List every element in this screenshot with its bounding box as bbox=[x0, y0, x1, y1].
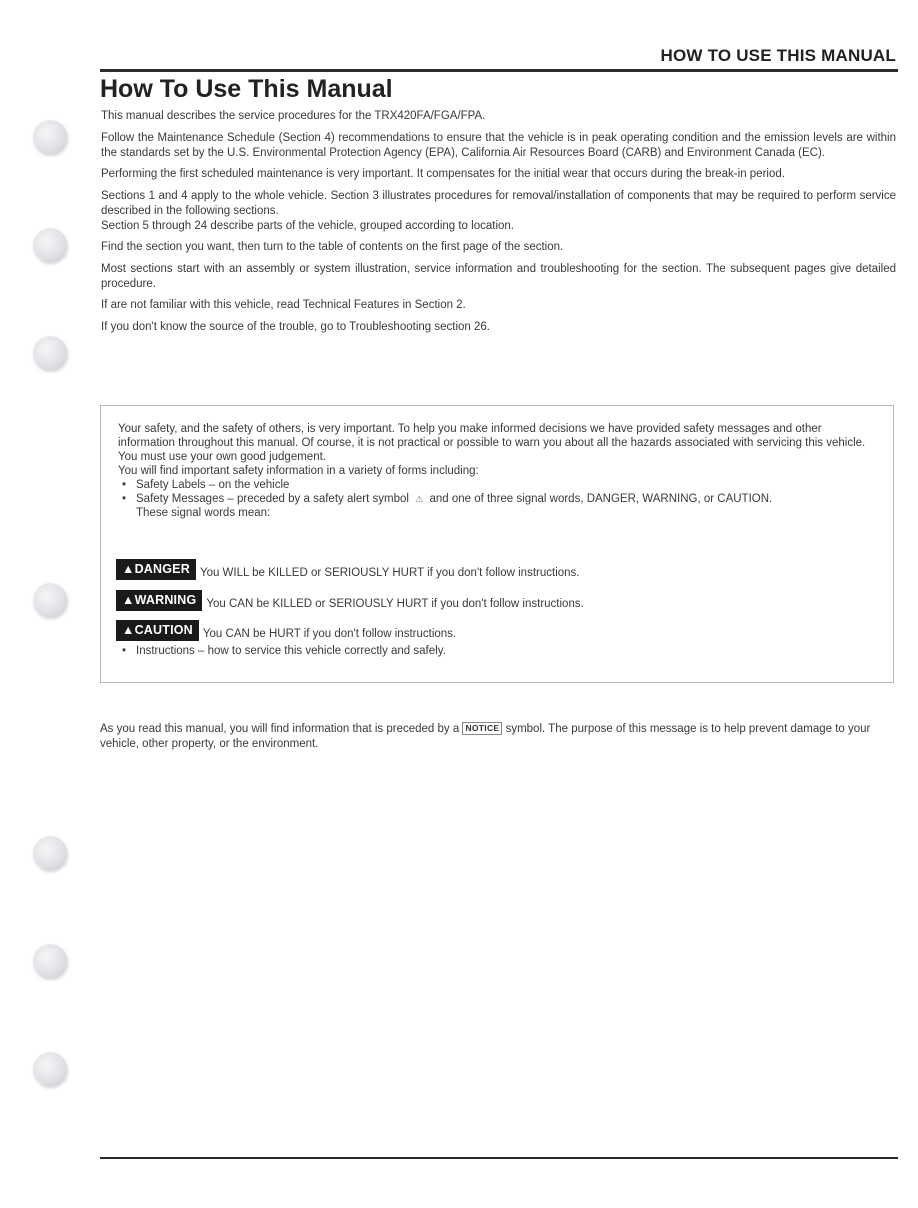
safety-box bbox=[100, 405, 894, 683]
warning-text: You CAN be KILLED or SERIOUSLY HURT if you don't follow instructions. bbox=[206, 598, 584, 610]
binder-hole-1 bbox=[33, 120, 67, 154]
bullet-safety-messages bbox=[118, 492, 878, 520]
notice-text-before: As you read this manual, you will find information that is preceded by a bbox=[100, 723, 460, 735]
safety-messages-text-b: and one of three signal words, DANGER, WARNING, or CAUTION. bbox=[429, 493, 773, 505]
footer-rule bbox=[100, 1157, 898, 1159]
signal-row-caution bbox=[116, 617, 456, 641]
safety-messages-text-c: These signal words mean: bbox=[136, 507, 271, 519]
running-header: HOW TO USE THIS MANUAL bbox=[660, 46, 896, 65]
binder-hole-4 bbox=[33, 583, 67, 617]
paragraph-sections: Sections 1 and 4 apply to the whole vehicle. Section 3 illustrates procedures for removal/installation of components that may be required to perform service described in the following sections. bbox=[101, 189, 896, 217]
paragraph-troubleshooting: If you don't know the source of the trouble, go to Troubleshooting section 26. bbox=[101, 320, 490, 333]
safety-text bbox=[118, 422, 878, 520]
signal-row-danger bbox=[116, 556, 580, 580]
danger-text: You WILL be KILLED or SERIOUSLY HURT if you don't follow instructions. bbox=[199, 567, 580, 579]
caution-badge: ▲CAUTION bbox=[116, 620, 199, 641]
binder-hole-6 bbox=[33, 944, 67, 978]
paragraph-section-structure: Most sections start with an assembly or system illustration, service information and troubleshooting for the section. The subsequent pages give detailed procedure. bbox=[101, 262, 896, 290]
binder-hole-7 bbox=[33, 1052, 67, 1086]
binder-hole-2 bbox=[33, 228, 67, 262]
bullet-safety-labels: • Safety Labels – on the vehicle bbox=[118, 478, 878, 492]
safety-messages-text-a: Safety Messages – preceded by a safety alert symbol bbox=[136, 493, 409, 505]
paragraph-first-maintenance: Performing the first scheduled maintenance is very important. It compensates for the initial wear that occurs during the break-in period. bbox=[101, 168, 785, 180]
warning-badge: ▲WARNING bbox=[116, 590, 202, 611]
page-title: How To Use This Manual bbox=[100, 75, 393, 103]
danger-badge: ▲DANGER bbox=[116, 559, 196, 580]
caution-text: You CAN be HURT if you don't follow instructions. bbox=[202, 628, 457, 640]
paragraph-sections-location: Section 5 through 24 describe parts of the vehicle, grouped according to location. bbox=[101, 219, 514, 232]
notice-paragraph bbox=[100, 722, 880, 752]
safety-alert-icon: ⚠ bbox=[415, 494, 424, 504]
paragraph-intro: This manual describes the service procedures for the TRX420FA/FGA/FPA. bbox=[101, 110, 486, 122]
body-text bbox=[101, 109, 896, 341]
safety-intro: Your safety, and the safety of others, is very important. To help you make informed decisions we have provided safety messages and other information throughout this manual. Of course, it is not practical or possible to warn you about all the hazards associated with servicing this vehicle. bbox=[118, 423, 866, 449]
safety-forms-intro: You will find important safety information in a variety of forms including: bbox=[118, 465, 479, 477]
paragraph-find-section: Find the section you want, then turn to the table of contents on the first page of the section. bbox=[101, 241, 564, 253]
bullet-instructions: • Instructions – how to service this vehicle correctly and safely. bbox=[118, 644, 896, 658]
binder-hole-3 bbox=[33, 336, 67, 370]
paragraph-technical-features: If are not familiar with this vehicle, read Technical Features in Section 2. bbox=[101, 299, 466, 311]
notice-badge: NOTICE bbox=[462, 722, 502, 735]
notice-text-after: symbol. The purpose of this message is to help prevent damage to your vehicle, other property, or the environment. bbox=[100, 723, 871, 750]
binder-hole-5 bbox=[33, 836, 67, 870]
header-rule bbox=[100, 69, 898, 72]
signal-row-warning bbox=[116, 587, 584, 611]
safety-judgement: You must use your own good judgement. bbox=[118, 451, 326, 463]
paragraph-maintenance: Follow the Maintenance Schedule (Section 4) recommendations to ensure that the vehicle is in peak operating condition and the emission levels are within the standards set by the U.S. Environmental Protection Agency (EPA), California Air Resources Board (CARB) and Environment Canada (EC). bbox=[101, 131, 896, 159]
